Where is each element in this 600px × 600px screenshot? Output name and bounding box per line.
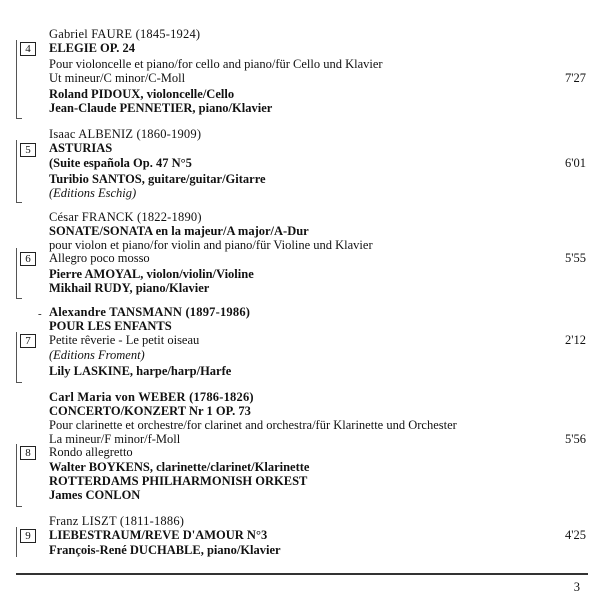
stray-mark: - <box>38 308 42 320</box>
divider <box>16 382 22 383</box>
composer: Franz LISZT (1811-1886) <box>49 514 185 528</box>
performer: James CONLON <box>49 488 141 502</box>
work-subtitle: (Suite española Op. 47 N°5 <box>49 156 192 170</box>
track-number: 7 <box>20 334 36 348</box>
performer: Walter BOYKENS, clarinette/clarinet/Klarinette <box>49 460 310 474</box>
composer: Carl Maria von WEBER (1786-1826) <box>49 390 254 404</box>
work-detail: Ut mineur/C minor/C-Moll <box>49 71 186 85</box>
composer: Alexandre TANSMANN (1897-1986) <box>49 305 251 319</box>
track-duration: 6'01 <box>564 156 586 170</box>
performer: Mikhail RUDY, piano/Klavier <box>49 281 210 295</box>
work-title: SONATE/SONATA en la majeur/A major/A-Dur <box>49 224 309 238</box>
track-duration: 5'56 <box>564 432 586 446</box>
work-title: ELEGIE OP. 24 <box>49 41 136 55</box>
track-number: 5 <box>20 143 36 157</box>
divider <box>16 202 22 203</box>
performer: Jean-Claude PENNETIER, piano/Klavier <box>49 101 273 115</box>
track-duration: 2'12 <box>564 333 586 347</box>
work-detail: Rondo allegretto <box>49 445 133 459</box>
track-duration: 7'27 <box>564 71 586 85</box>
publisher: (Editions Froment) <box>49 348 145 362</box>
performer: François-René DUCHABLE, piano/Klavier <box>49 543 281 557</box>
work-title: ASTURIAS <box>49 141 113 155</box>
track-duration: 4'25 <box>564 528 586 542</box>
divider <box>16 444 18 506</box>
composer: Gabriel FAURE (1845-1924) <box>49 27 201 41</box>
work-title: POUR LES ENFANTS <box>49 319 172 333</box>
composer: Isaac ALBENIZ (1860-1909) <box>49 127 202 141</box>
work-detail: Petite rêverie - Le petit oiseau <box>49 333 200 347</box>
work-detail: Pour violoncelle et piano/for cello and piano/für Cello und Klavier <box>49 57 383 71</box>
performer: Roland PIDOUX, violoncelle/Cello <box>49 87 235 101</box>
track-number: 9 <box>20 529 36 543</box>
divider <box>16 248 18 298</box>
track-number: 8 <box>20 446 36 460</box>
performer: Turibio SANTOS, guitare/guitar/Gitarre <box>49 172 266 186</box>
track-number: 4 <box>20 42 36 56</box>
performer: ROTTERDAMS PHILHARMONISH ORKEST <box>49 474 308 488</box>
work-title: LIEBESTRAUM/REVE D'AMOUR N°3 <box>49 528 268 542</box>
divider <box>16 40 18 118</box>
divider <box>16 332 18 382</box>
publisher: (Editions Eschig) <box>49 186 137 200</box>
divider <box>16 118 22 119</box>
page-number: 3 <box>573 580 580 594</box>
composer: César FRANCK (1822-1890) <box>49 210 202 224</box>
performer: Lily LASKINE, harpe/harp/Harfe <box>49 364 232 378</box>
divider <box>16 298 22 299</box>
track-duration: 5'55 <box>564 251 586 265</box>
divider <box>16 506 22 507</box>
work-detail: Pour clarinette et orchestre/for clarinet and orchestra/für Klarinette und Orchester <box>49 418 457 432</box>
performer: Pierre AMOYAL, violon/violin/Violine <box>49 267 254 281</box>
bottom-rule <box>16 573 588 575</box>
work-detail: Allegro poco mosso <box>49 251 150 265</box>
divider <box>16 527 18 557</box>
work-title: CONCERTO/KONZERT Nr 1 OP. 73 <box>49 404 251 418</box>
work-detail: pour violon et piano/for violin and piano/für Violine und Klavier <box>49 238 373 252</box>
track-number: 6 <box>20 252 36 266</box>
work-detail: La mineur/F minor/f-Moll <box>49 432 181 446</box>
divider <box>16 140 18 202</box>
